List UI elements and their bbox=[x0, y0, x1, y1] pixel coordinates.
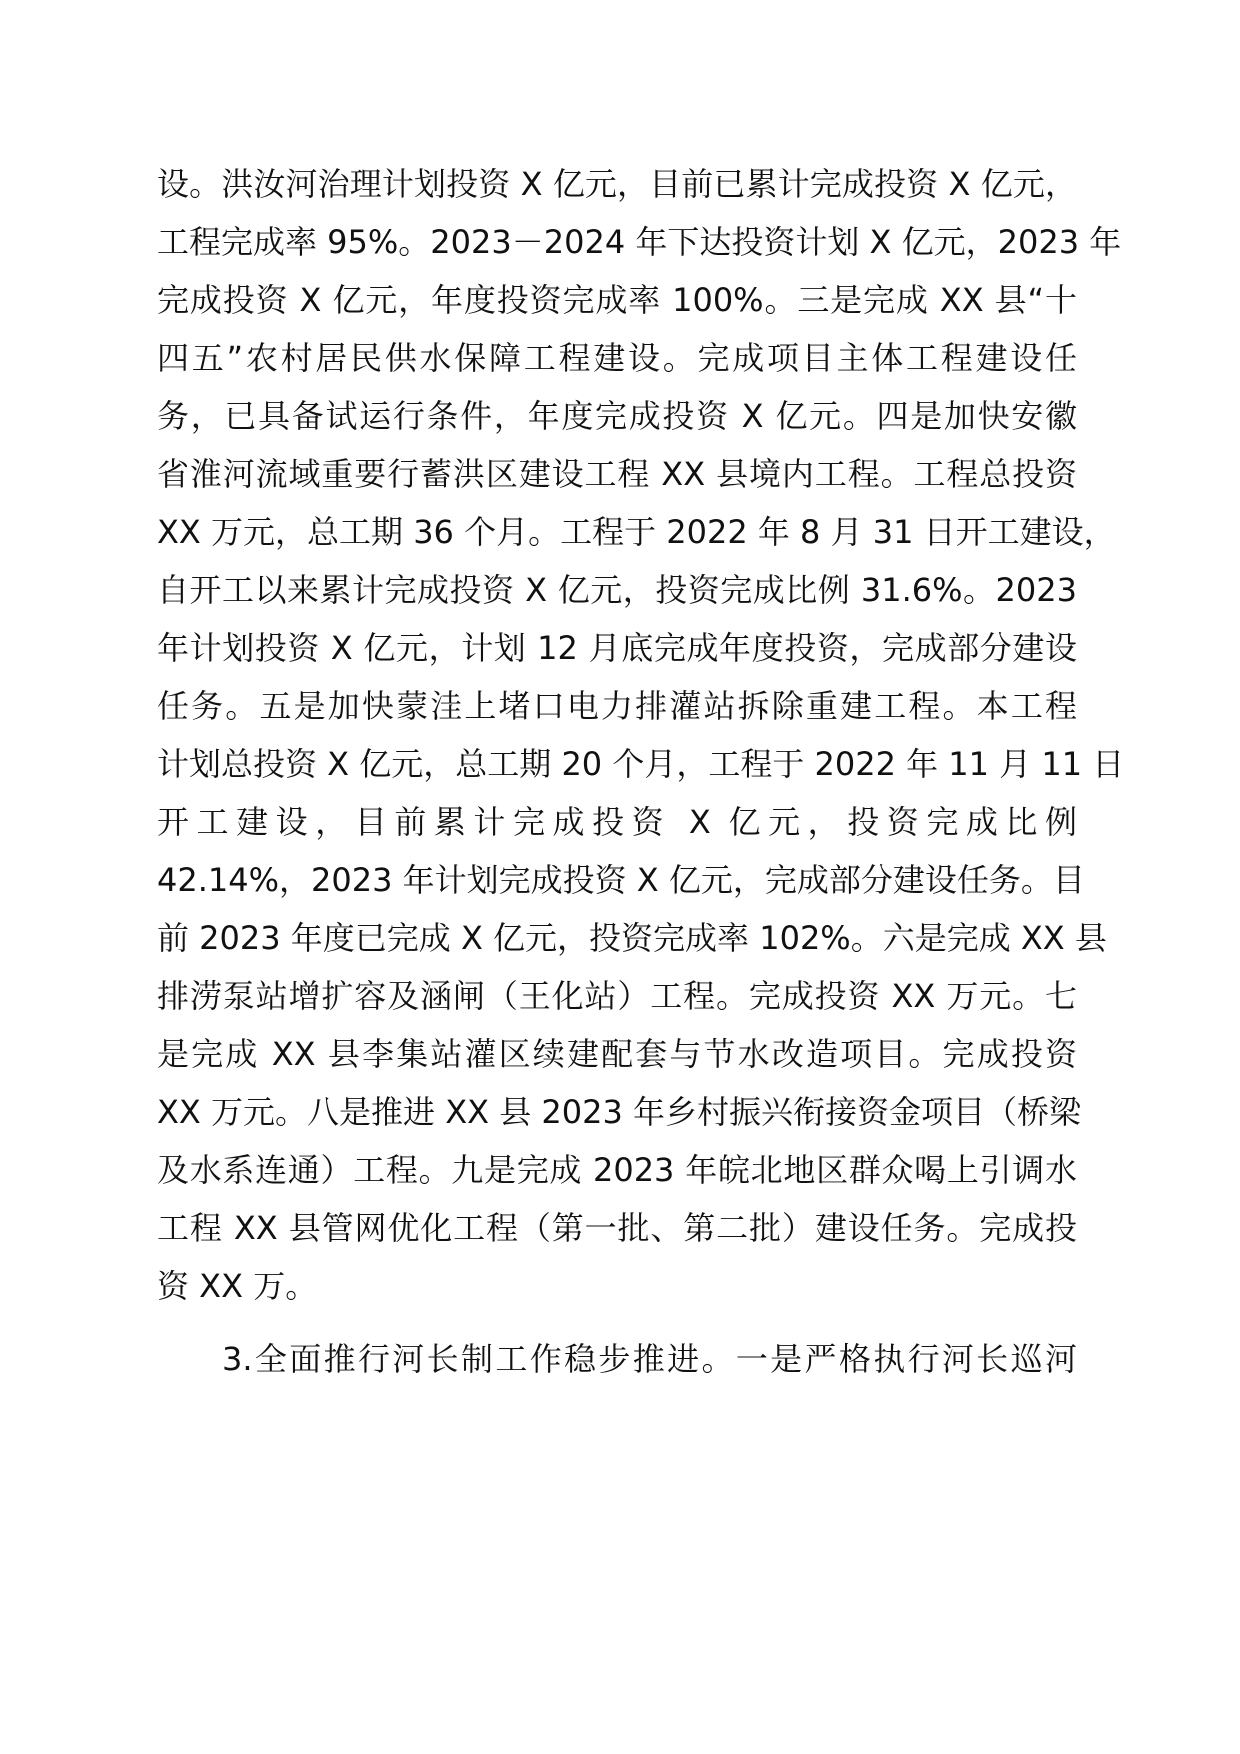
body-text-line-5: 务，已具备试运行条件，年度完成投资 X 亿元。四是加快安徽 bbox=[157, 397, 1077, 435]
body-text-line-16: 是完成 XX 县李集站灌区续建配套与节水改造项目。完成投资 bbox=[157, 1035, 1077, 1073]
body-text-line-4: 四五”农村居民供水保障工程建设。完成项目主体工程建设任 bbox=[157, 339, 1077, 377]
body-text-line-2: 工程完成率 95%。2023－2024 年下达投资计划 X 亿元，2023 年 bbox=[157, 223, 1122, 261]
body-text-line-17: XX 万元。八是推进 XX 县 2023 年乡村振兴衔接资金项目（桥梁 bbox=[157, 1093, 1081, 1131]
body-text-line-20: 资 XX 万。 bbox=[157, 1267, 318, 1305]
body-text-line-15: 排涝泵站增扩容及涵闸（王化站）工程。完成投资 XX 万元。七 bbox=[157, 977, 1077, 1015]
body-text-line-6: 省淮河流域重要行蓄洪区建设工程 XX 县境内工程。工程总投资 bbox=[157, 455, 1077, 493]
body-text-line-12: 开工建设，目前累计完成投资 X 亿元，投资完成比例 bbox=[157, 803, 1077, 841]
body-text-line-8: 自开工以来累计完成投资 X 亿元，投资完成比例 31.6%。2023 bbox=[157, 571, 1077, 609]
body-text-line-14: 前 2023 年度已完成 X 亿元，投资完成率 102%。六是完成 XX 县 bbox=[157, 919, 1107, 957]
body-text-line-19: 工程 XX 县管网优化工程（第一批、第二批）建设任务。完成投 bbox=[157, 1209, 1077, 1247]
body-text-line-10: 任务。五是加快蒙洼上堵口电力排灌站拆除重建工程。本工程 bbox=[157, 687, 1077, 725]
body-text-line-3: 完成投资 X 亿元，年度投资完成率 100%。三是完成 XX 县“十 bbox=[157, 281, 1077, 319]
body-text-line-1: 设。洪汝河治理计划投资 X 亿元，目前已累计完成投资 X 亿元， bbox=[157, 165, 1077, 203]
body-text-line-11: 计划总投资 X 亿元，总工期 20 个月，工程于 2022 年 11 月 11 日 bbox=[157, 745, 1125, 783]
body-text-line-9: 年计划投资 X 亿元，计划 12 月底完成年度投资，完成部分建设 bbox=[157, 629, 1077, 667]
body-text-line-13: 42.14%，2023 年计划完成投资 X 亿元，完成部分建设任务。目 bbox=[157, 861, 1085, 899]
body-text-line-7: XX 万元，总工期 36 个月。工程于 2022 年 8 月 31 日开工建设， bbox=[157, 513, 1116, 551]
body-text-line-18: 及水系连通）工程。九是完成 2023 年皖北地区群众喝上引调水 bbox=[157, 1151, 1077, 1189]
section-heading-line: 3.全面推行河长制工作稳步推进。一是严格执行河长巡河 bbox=[222, 1340, 1077, 1378]
